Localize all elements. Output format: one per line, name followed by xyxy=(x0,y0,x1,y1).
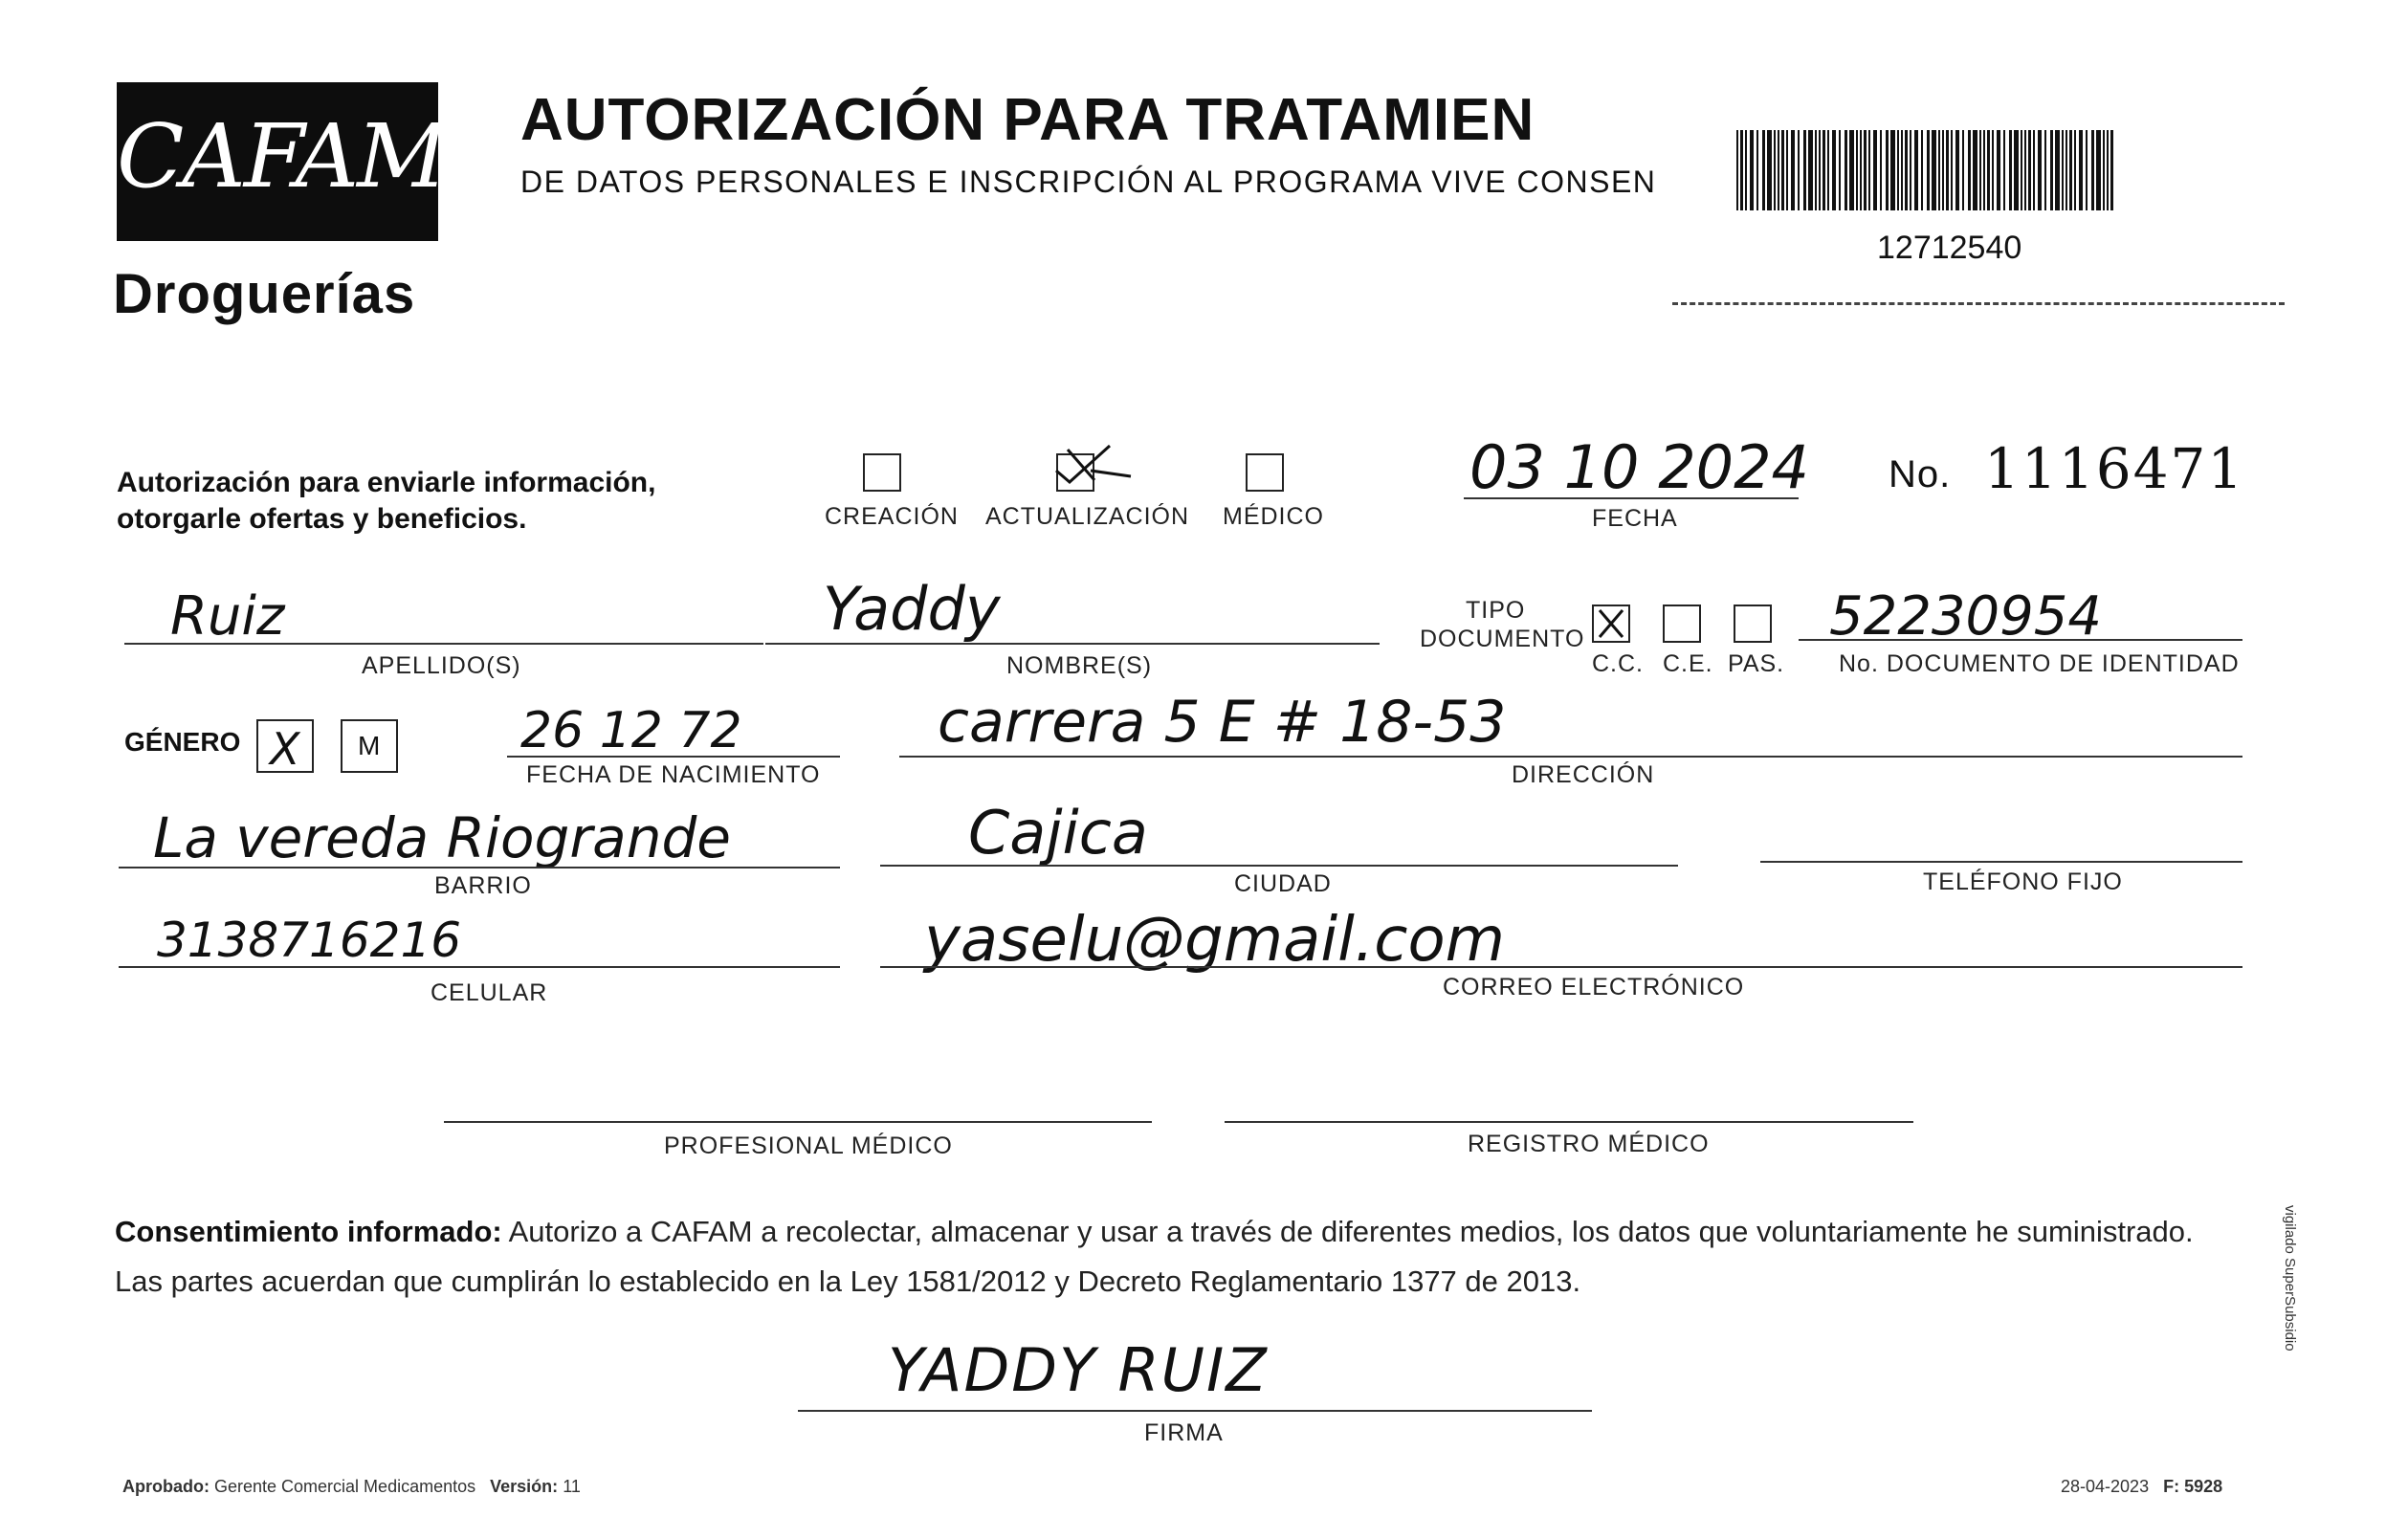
consent-bold: Consentimiento informado: xyxy=(115,1215,502,1248)
registro-line[interactable] xyxy=(1225,1121,1913,1123)
barcode-bar xyxy=(2009,130,2012,210)
barcode-bar xyxy=(1823,130,1825,210)
barcode-bar xyxy=(1992,130,1994,210)
signature-label: FIRMA xyxy=(1144,1419,1224,1446)
celular-label: CELULAR xyxy=(431,979,548,1006)
correo-label: CORREO ELECTRÓNICO xyxy=(1443,974,1745,1000)
ciudad-label: CIUDAD xyxy=(1234,870,1332,897)
barcode-bar xyxy=(1987,130,1990,210)
barcode-bar xyxy=(1815,130,1817,210)
barcode-bar xyxy=(2024,130,2026,210)
nombres-line xyxy=(765,643,1380,645)
registro-label: REGISTRO MÉDICO xyxy=(1468,1131,1710,1157)
x-mark-icon xyxy=(1594,606,1628,641)
barcode-bar xyxy=(1910,130,1911,210)
check-mark-icon xyxy=(1052,442,1129,484)
barcode-bar xyxy=(2021,130,2022,210)
apellidos-label: APELLIDO(S) xyxy=(362,652,521,679)
numero-value: 1116471 xyxy=(1984,436,2245,501)
footer-left xyxy=(122,1477,581,1497)
barcode-number: 12712540 xyxy=(1877,230,2022,266)
barcode-bar xyxy=(1927,130,1930,210)
barcode-bar xyxy=(1860,130,1862,210)
creacion-checkbox[interactable] xyxy=(863,453,901,492)
genero-label: GÉNERO xyxy=(124,727,241,757)
barcode-bar xyxy=(2086,130,2088,210)
medico-option-label: MÉDICO xyxy=(1223,503,1324,530)
brand-subtitle: Droguerías xyxy=(113,263,416,325)
barcode-bar xyxy=(2107,130,2109,210)
barcode-bar xyxy=(1750,130,1754,210)
barcode-bar xyxy=(1798,130,1800,210)
barcode-bar xyxy=(2033,130,2035,210)
form-title: AUTORIZACIÓN PARA TRATAMIEN xyxy=(520,87,1535,153)
barcode-bar xyxy=(1962,130,1964,210)
authorization-label-line1: Autorización para enviarle información, xyxy=(117,467,656,498)
correo-value[interactable]: yaselu@gmail.com xyxy=(924,905,1505,976)
barcode-bar xyxy=(1938,130,1940,210)
logo-text: CAFAM xyxy=(117,105,446,208)
pas-checkbox[interactable] xyxy=(1734,605,1772,643)
barcode-bar xyxy=(1880,130,1882,210)
barcode-bar xyxy=(1849,130,1854,210)
fecha-line xyxy=(1464,497,1799,499)
barcode-bar xyxy=(1942,130,1944,210)
medico-line[interactable] xyxy=(444,1121,1152,1123)
barcode-bar xyxy=(2014,130,2019,210)
side-vertical-text: vigilado SuperSubsidio xyxy=(2282,1205,2298,1352)
apellidos-value[interactable]: Ruiz xyxy=(170,585,285,648)
signature-line xyxy=(798,1410,1592,1412)
barcode-bar xyxy=(1886,130,1889,210)
ciudad-line xyxy=(880,865,1678,867)
direccion-line xyxy=(899,756,2242,758)
version-label: Versión: xyxy=(490,1477,559,1496)
barcode-bar xyxy=(1745,130,1747,210)
consent-line1-rest: Autorizo a CAFAM a recolectar, almacenar y usar a través de diferentes medios, los datos que voluntariamente he suministrado. xyxy=(501,1215,2194,1248)
barcode-bar xyxy=(2074,130,2076,210)
fecha-label: FECHA xyxy=(1592,505,1678,532)
nacimiento-label: FECHA DE NACIMIENTO xyxy=(526,761,821,788)
barcode-bar xyxy=(1832,130,1836,210)
barcode-bar xyxy=(1946,130,1949,210)
barcode xyxy=(1736,130,2119,210)
barcode-bar xyxy=(1803,130,1806,210)
barcode-bar xyxy=(1997,130,2000,210)
nacimiento-line xyxy=(507,756,840,758)
barcode-bar xyxy=(1873,130,1877,210)
barcode-bar xyxy=(1890,130,1895,210)
version-value: 11 xyxy=(563,1477,581,1496)
correo-line xyxy=(880,966,2242,968)
barcode-bar xyxy=(1762,130,1765,210)
cc-checkbox[interactable] xyxy=(1592,605,1630,643)
barcode-bar xyxy=(2069,130,2072,210)
documento-line xyxy=(1799,639,2242,641)
barcode-bar xyxy=(1905,130,1908,210)
tipo-label-2: DOCUMENTO xyxy=(1420,626,1585,652)
medico-checkbox[interactable] xyxy=(1246,453,1284,492)
barcode-bar xyxy=(2096,130,2101,210)
form-subtitle: DE DATOS PERSONALES E INSCRIPCIÓN AL PROGRAMA VIVE CONSEN xyxy=(520,165,1657,199)
barrio-value[interactable]: La vereda Riogrande xyxy=(153,805,731,870)
barcode-bar xyxy=(2050,130,2053,210)
barcode-bar xyxy=(2055,130,2060,210)
barcode-bar xyxy=(1932,130,1936,210)
barcode-bar xyxy=(1740,130,1743,210)
fecha-value[interactable]: 03 10 2024 xyxy=(1469,432,1809,502)
numero-label: No. xyxy=(1889,453,1952,495)
genero-m-checkbox[interactable] xyxy=(341,719,398,773)
direccion-value[interactable]: carrera 5 E # 18-53 xyxy=(938,689,1507,756)
apellidos-line xyxy=(124,643,763,645)
barcode-bar xyxy=(1839,130,1841,210)
aprobado-value: Gerente Comercial Medicamentos xyxy=(214,1477,476,1496)
consent-line1 xyxy=(115,1207,2258,1257)
barcode-bar xyxy=(1856,130,1858,210)
barcode-bar xyxy=(1983,130,1985,210)
celular-value[interactable]: 3138716216 xyxy=(157,912,462,968)
barcode-bar xyxy=(2110,130,2113,210)
barcode-bar xyxy=(1914,130,1918,210)
celular-line xyxy=(119,966,840,968)
form-code: F: 5928 xyxy=(2163,1477,2223,1496)
medico-label: PROFESIONAL MÉDICO xyxy=(664,1132,953,1159)
documento-label: No. DOCUMENTO DE IDENTIDAD xyxy=(1839,650,2240,677)
nacimiento-value[interactable]: 26 12 72 xyxy=(520,702,742,759)
barcode-bar xyxy=(1951,130,1953,210)
barcode-bar xyxy=(1791,130,1795,210)
barcode-bar xyxy=(1901,130,1903,210)
ciudad-value[interactable]: Cajica xyxy=(968,798,1148,868)
consent-text xyxy=(115,1207,2258,1307)
barcode-bar xyxy=(1864,130,1867,210)
cc-label: C.C. xyxy=(1592,650,1644,677)
authorization-label-line2: otorgarle ofertas y beneficios. xyxy=(117,503,527,535)
barcode-bar xyxy=(2044,130,2046,210)
barcode-bar xyxy=(1897,130,1899,210)
barcode-bar xyxy=(1767,130,1772,210)
barcode-bar xyxy=(1973,130,1977,210)
barrio-label: BARRIO xyxy=(434,872,532,899)
ce-checkbox[interactable] xyxy=(1663,605,1701,643)
barcode-bar xyxy=(1827,130,1829,210)
barcode-bar xyxy=(2038,130,2042,210)
genero-f-checkbox[interactable] xyxy=(256,719,314,773)
aprobado-label: Aprobado: xyxy=(122,1477,210,1496)
barcode-bar xyxy=(1774,130,1776,210)
barcode-bar xyxy=(1955,130,1959,210)
creacion-label: CREACIÓN xyxy=(825,503,959,530)
actualizacion-checkbox[interactable] xyxy=(1056,453,1094,492)
barcode-bar xyxy=(2091,130,2094,210)
direccion-label: DIRECCIÓN xyxy=(1512,761,1655,788)
barcode-bar xyxy=(2066,130,2067,210)
dashed-divider xyxy=(1672,302,2285,305)
barcode-bar xyxy=(1756,130,1758,210)
barcode-bar xyxy=(1786,130,1788,210)
cafam-logo xyxy=(117,82,446,241)
nombres-value[interactable]: Yaddy xyxy=(823,574,1001,644)
barcode-bar xyxy=(2003,130,2005,210)
barcode-bar xyxy=(2062,130,2064,210)
barcode-bar xyxy=(1845,130,1847,210)
pas-label: PAS. xyxy=(1728,650,1785,677)
barcode-bar xyxy=(1781,130,1784,210)
barcode-bar xyxy=(1778,130,1779,210)
authorization-label xyxy=(117,465,786,538)
telefono-label: TELÉFONO FIJO xyxy=(1923,868,2123,895)
telefono-line[interactable] xyxy=(1760,861,2242,863)
barcode-bar xyxy=(1968,130,1971,210)
signature-value[interactable]: YADDY RUIZ xyxy=(888,1335,1269,1405)
footer-right xyxy=(2061,1477,2222,1497)
barcode-bar xyxy=(1819,130,1821,210)
barcode-bar xyxy=(2028,130,2031,210)
consent-line2: Las partes acuerdan que cumplirán lo establecido en la Ley 1581/2012 y Decreto Reglamentario 1377 de 2013. xyxy=(115,1264,1581,1298)
genero-m-label: M xyxy=(358,731,381,760)
nombres-label: NOMBRE(S) xyxy=(1006,652,1153,679)
barcode-bar xyxy=(1921,130,1923,210)
barcode-bar xyxy=(1736,130,1738,210)
tipo-label-1: TIPO xyxy=(1466,597,1526,624)
genero-f-mark: X xyxy=(270,723,300,775)
barcode-bar xyxy=(1979,130,1981,210)
barcode-bar xyxy=(2079,130,2083,210)
barcode-bar xyxy=(2103,130,2105,210)
ce-label: C.E. xyxy=(1663,650,1713,677)
documento-value[interactable]: 52230954 xyxy=(1829,585,2103,648)
barcode-bar xyxy=(1808,130,1813,210)
barrio-line xyxy=(119,867,840,868)
barcode-bar xyxy=(1868,130,1870,210)
actualizacion-label: ACTUALIZACIÓN xyxy=(985,503,1190,530)
footer-date: 28-04-2023 xyxy=(2061,1477,2150,1496)
